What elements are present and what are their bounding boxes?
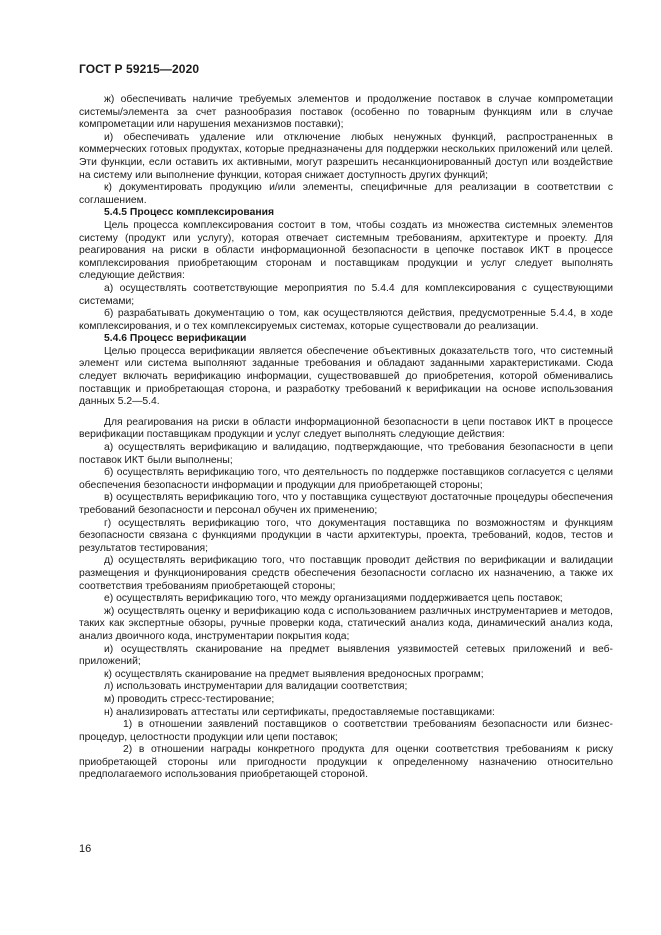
section-heading-5-4-6: 5.4.6 Процесс верификации (104, 333, 247, 345)
list-item-b: б) осуществлять верификацию того, что деятельность по поддержке поставщиков согласуется с целями обеспечения безопасности информации и продукции для приобретающей стороны; (79, 467, 613, 491)
paragraph-verification-purpose: Целью процесса верификации является обеспечение объективных доказательств того, что системный элемент или система выполняют заданные требования и обладают заданными характеристиками. Сюда следует включать верификацию информации, существовавшей до приобретения, которой обменивались поставщик и приобретающая сторона, и разработку требований к верификации на основе использования данных 5.2—5.4. (79, 345, 613, 408)
list-item-b: б) разрабатывать документацию о том, как осуществляются действия, предусмотренные 5.4.4, в ходе комплексирования, и о тех комплексируемых системах, которые существовали до реализации. (79, 308, 613, 332)
list-item-l: л) использовать инструментарии для валидации соответствия; (104, 681, 408, 693)
list-item-zh: ж) обеспечивать наличие требуемых элементов и продолжение поставок в случае компрометации системы/элемента за счет разнообразия поставок (особенно по товарным функциям или в случае компрометации или нарушения механизмов поставки); (79, 94, 613, 131)
list-item-n: н) анализировать аттестаты или сертификаты, предоставляемые поставщиками: (104, 706, 495, 718)
list-item-v: в) осуществлять верификацию того, что у поставщика существуют достаточные процедуры обеспечения требований безопасности и персонал обучен их применению; (79, 492, 613, 516)
document-header: ГОСТ Р 59215—2020 (79, 62, 200, 76)
page-number: 16 (79, 843, 92, 855)
section-heading-5-4-5: 5.4.5 Процесс комплексирования (104, 207, 275, 219)
list-item-i: и) обеспечивать удаление или отключение любых ненужных функций, распространенных в коммерческих готовых продуктах, которые предназначены для поддержки нескольких приложений или целей. Эти функции, если оставить их активными, могут разрешить несанкционированный доступ или воздействие на систему или выполнение функции, которая снижает доступность других функций; (79, 131, 613, 181)
list-item-i: и) осуществлять сканирование на предмет выявления уязвимостей сетевых приложений и веб-приложений; (79, 643, 613, 668)
paragraph-integration-purpose: Цель процесса комплексирования состоит в том, чтобы создать из множества системных элементов систему (продукт или услугу), которая отвечает системным требованиям, архитектуре и проекту. Для реагирования на риски в области информационной безопасности в цепочке поставок ИКТ в процессе комплексирования приобретающим сторонам и поставщикам продукции и услуг следует выполнять следующие действия: (79, 219, 613, 282)
list-item-k: к) осуществлять сканирование на предмет выявления вредоносных программ; (104, 668, 484, 680)
paragraph-verification-actions: Для реагирования на риски в области информационной безопасности в цепи поставок ИКТ в процессе верификации поставщикам продукции и услуг следует выполнять следующие действия: (79, 416, 613, 441)
list-item-d: д) осуществлять верификацию того, что поставщик проводит действия по верификации и валидации размещения и функционирования средств обеспечения безопасности согласно их назначению, а также их соответствия требованиям приобретающей стороны; (79, 555, 613, 592)
sub-item-1: 1) в отношении заявлений поставщиков о соответствии требованиям безопасности или бизнес-процедур, целостности продукции или цепи поставок; (79, 719, 613, 743)
list-item-m: м) проводить стресс-тестирование; (104, 693, 275, 705)
list-item-a: а) осуществлять соответствующие мероприятия по 5.4.4 для комплексирования с существующими системами; (79, 282, 613, 307)
document-body (79, 94, 613, 782)
list-item-k: к) документировать продукцию и/или элементы, специфичные для реализации в соответствии с соглашением. (79, 182, 613, 206)
list-item-a: а) осуществлять верификацию и валидацию, подтверждающие, что требования безопасности в цепи поставок ИКТ были выполнены; (79, 442, 613, 466)
list-item-g: г) осуществлять верификацию того, что документация поставщика по возможностям и функциям безопасности связана с функциями продукции в части архитектуры, проекта, требований, кодов, тестов и результатов тестирования; (79, 517, 613, 554)
list-item-e: е) осуществлять верификацию того, что между организациями поддерживается цепь поставок; (104, 593, 563, 605)
sub-item-2: 2) в отношении награды конкретного продукта для оценки соответствия требованиям к риску приобретающей стороны или пригодности продукции к определенному назначению относительно предполагаемого использования приобретающей стороной. (79, 744, 613, 781)
list-item-zh: ж) осуществлять оценку и верификацию кода с использованием различных инструментариев и методов, таких как экспертные обзоры, ручные проверки кода, статический анализ кода, динамический анализ кода, анализ двоичного кода, инструментарии покрытия кода; (79, 605, 613, 642)
